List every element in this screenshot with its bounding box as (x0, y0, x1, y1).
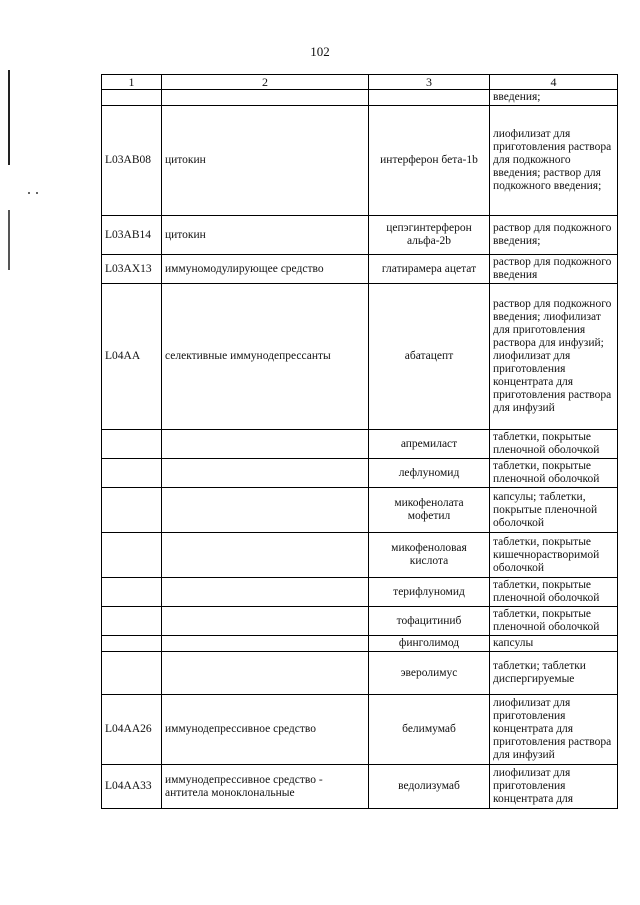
pharmacological-group-cell: цитокин (162, 106, 369, 216)
atc-code-cell (102, 578, 162, 607)
pharmacological-group-cell: селективные иммунодепрессанты (162, 284, 369, 430)
table-row (102, 90, 618, 106)
dosage-form-cell: таблетки; таблетки диспергируемые (490, 652, 618, 695)
table-row (102, 636, 618, 652)
dosage-form-cell: раствор для подкожного введения; лиофилизат для приготовления раствора для инфузий; лиофилизат для приготовления концентрата для приготовления раствора для инфузий (490, 284, 618, 430)
pharmacological-group-cell (162, 430, 369, 459)
drug-name-cell: глатирамера ацетат (369, 255, 490, 284)
atc-code-cell (102, 652, 162, 695)
dosage-form-cell: таблетки, покрытые пленочной оболочкой (490, 607, 618, 636)
atc-code-cell: L03AB14 (102, 216, 162, 255)
table-row (102, 430, 618, 459)
atc-code-cell (102, 636, 162, 652)
drug-name-cell: финголимод (369, 636, 490, 652)
dosage-form-cell: таблетки, покрытые кишечнорастворимой оболочкой (490, 533, 618, 578)
drug-name-cell: ведолизумаб (369, 765, 490, 809)
atc-code-cell (102, 533, 162, 578)
atc-code-cell: L03AX13 (102, 255, 162, 284)
table-row (102, 533, 618, 578)
dosage-form-cell: раствор для подкожного введения (490, 255, 618, 284)
column-header: 3 (369, 75, 490, 90)
drug-name-cell: абатацепт (369, 284, 490, 430)
table-header-row (102, 75, 618, 90)
atc-code-cell: L03AB08 (102, 106, 162, 216)
drug-name-cell: тофацитиниб (369, 607, 490, 636)
atc-code-cell: L04AA33 (102, 765, 162, 809)
drug-name-cell (369, 90, 490, 106)
pharmacological-group-cell (162, 607, 369, 636)
drug-name-cell: эверолимус (369, 652, 490, 695)
dosage-form-cell: лиофилизат для приготовления концентрата для приготовления раствора для инфузий (490, 695, 618, 765)
pharmacological-group-cell: иммунодепрессивное средство - антитела моноклональные (162, 765, 369, 809)
drug-name-cell: терифлуномид (369, 578, 490, 607)
dosage-form-cell: таблетки, покрытые пленочной оболочкой (490, 578, 618, 607)
left-margin-mark-top (8, 70, 10, 165)
pharmacological-group-cell: иммунодепрессивное средство (162, 695, 369, 765)
drug-name-cell: интерферон бета-1b (369, 106, 490, 216)
drug-name-cell: цепэгинтерферон альфа-2b (369, 216, 490, 255)
table-row (102, 765, 618, 809)
dosage-form-cell: введения; (490, 90, 618, 106)
table-row (102, 607, 618, 636)
table-row (102, 459, 618, 488)
dosage-form-cell: лиофилизат для приготовления раствора для подкожного введения; раствор для подкожного введения; (490, 106, 618, 216)
atc-code-cell (102, 459, 162, 488)
pharmacological-group-cell: цитокин (162, 216, 369, 255)
table-row (102, 255, 618, 284)
drug-name-cell: белимумаб (369, 695, 490, 765)
table-row (102, 695, 618, 765)
atc-code-cell (102, 607, 162, 636)
table-row (102, 284, 618, 430)
drug-name-cell: микофеноловая кислота (369, 533, 490, 578)
atc-code-cell: L04AA26 (102, 695, 162, 765)
atc-code-cell: L04AA (102, 284, 162, 430)
column-header: 1 (102, 75, 162, 90)
pharmacological-group-cell (162, 488, 369, 533)
scan-artifact (28, 192, 30, 194)
column-header: 4 (490, 75, 618, 90)
atc-code-cell (102, 90, 162, 106)
pharmacological-group-cell (162, 533, 369, 578)
dosage-form-cell: таблетки, покрытые пленочной оболочкой (490, 459, 618, 488)
left-margin-mark-bottom (8, 210, 10, 270)
pharmacological-group-cell: иммуномодулирующее средство (162, 255, 369, 284)
dosage-form-cell: таблетки, покрытые пленочной оболочкой (490, 430, 618, 459)
table-row (102, 488, 618, 533)
atc-code-cell (102, 430, 162, 459)
pharmacological-group-cell (162, 652, 369, 695)
table-row (102, 216, 618, 255)
pharmacological-group-cell (162, 459, 369, 488)
medication-table (101, 74, 618, 809)
drug-name-cell: микофенолата мофетил (369, 488, 490, 533)
pharmacological-group-cell (162, 90, 369, 106)
dosage-form-cell: лиофилизат для приготовления концентрата для (490, 765, 618, 809)
atc-code-cell (102, 488, 162, 533)
table-row (102, 652, 618, 695)
table-row (102, 106, 618, 216)
pharmacological-group-cell (162, 578, 369, 607)
scan-artifact (36, 192, 38, 194)
drug-name-cell: лефлуномид (369, 459, 490, 488)
drug-name-cell: апремиласт (369, 430, 490, 459)
dosage-form-cell: капсулы (490, 636, 618, 652)
pharmacological-group-cell (162, 636, 369, 652)
column-header: 2 (162, 75, 369, 90)
dosage-form-cell: раствор для подкожного введения; (490, 216, 618, 255)
dosage-form-cell: капсулы; таблетки, покрытые пленочной оболочкой (490, 488, 618, 533)
page-number: 102 (310, 44, 330, 59)
table-row (102, 578, 618, 607)
table-body (102, 90, 618, 809)
